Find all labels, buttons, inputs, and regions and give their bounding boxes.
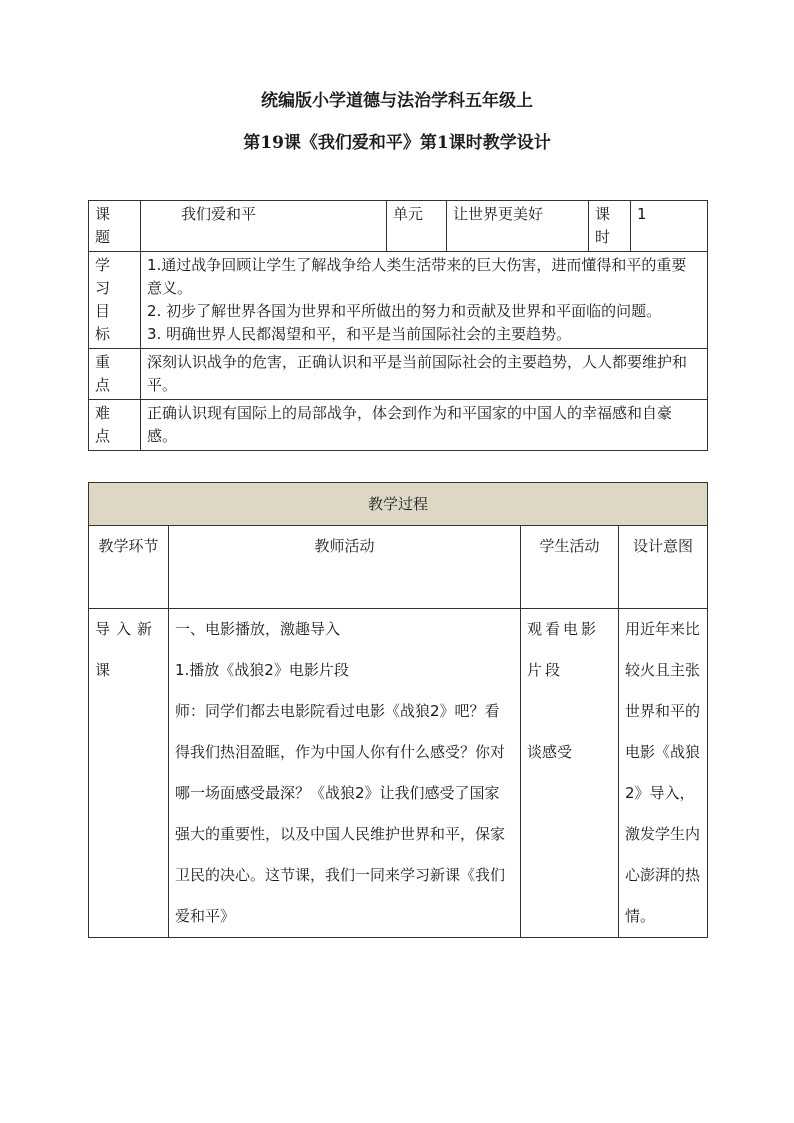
teacher-line: 一、电影播放，激趣导入 [175, 620, 341, 638]
info-row-key [89, 349, 708, 400]
key-text: 深刻认识战争的危害，正确认识和平是当前国际社会的主要趋势，人人都要维护和平。 [141, 349, 708, 400]
goal-item: 3. 明确世界人民都渴望和平，和平是当前国际社会的主要趋势。 [147, 325, 572, 343]
key-label: 重 点 [89, 349, 141, 400]
process-row-intro [89, 609, 708, 938]
student-cell [521, 609, 619, 938]
process-banner-row [89, 483, 708, 526]
process-header-row [89, 526, 708, 609]
period-value: 1 [631, 201, 708, 252]
process-table [88, 482, 708, 938]
topic-value: 我们爱和平 [141, 201, 387, 252]
header-intent: 设计意图 [619, 526, 708, 609]
info-row-topic [89, 201, 708, 252]
teacher-line: 1.播放《战狼2》电影片段 [175, 661, 349, 679]
doc-title-2: 第19课《我们爱和平》第1课时教学设计 [243, 133, 551, 153]
teacher-line: 师：同学们都去电影院看过电影《战狼2》吧？看得我们热泪盈眶，作为中国人你有什么感受？你对哪一场面感受最深？《战狼2》让我们感受了国家强大的重要性，以及中国人民维护世界和平，保家卫民的决心。这节课，我们一同来学习新课《我们爱和平》 [175, 702, 506, 925]
goal-item: 2. 初步了解世界各国为世界和平所做出的努力和贡献及世界和平面临的问题。 [147, 302, 662, 320]
goals-text [141, 252, 708, 349]
doc-title-1: 统编版小学道德与法治学科五年级上 [261, 91, 533, 111]
unit-label: 单元 [387, 201, 447, 252]
header-student: 学生活动 [521, 526, 619, 609]
info-row-difficulty [89, 400, 708, 451]
goals-label: 学 习 目 标 [89, 252, 141, 349]
goal-item: 1.通过战争回顾让学生了解战争给人类生活带来的巨大伤害，进而懂得和平的重要意义。 [147, 256, 687, 297]
teacher-cell [169, 609, 521, 938]
intent-cell: 用近年来比较火且主张世界和平的电影《战狼2》导入，激发学生内心澎湃的热情。 [619, 609, 708, 938]
header-stage: 教学环节 [89, 526, 169, 609]
student-line: 观看电影片段 [527, 620, 600, 679]
topic-label: 课 题 [89, 201, 141, 252]
student-line: 谈感受 [527, 743, 573, 761]
difficulty-text: 正确认识现有国际上的局部战争，体会到作为和平国家的中国人的幸福感和自豪感。 [141, 400, 708, 451]
period-label: 课 时 [589, 201, 631, 252]
unit-value: 让世界更美好 [447, 201, 589, 252]
difficulty-label: 难 点 [89, 400, 141, 451]
info-table [88, 200, 708, 451]
header-teacher: 教师活动 [169, 526, 521, 609]
info-row-goals [89, 252, 708, 349]
process-banner: 教学过程 [89, 483, 708, 526]
stage-cell: 导入新课 [89, 609, 169, 938]
